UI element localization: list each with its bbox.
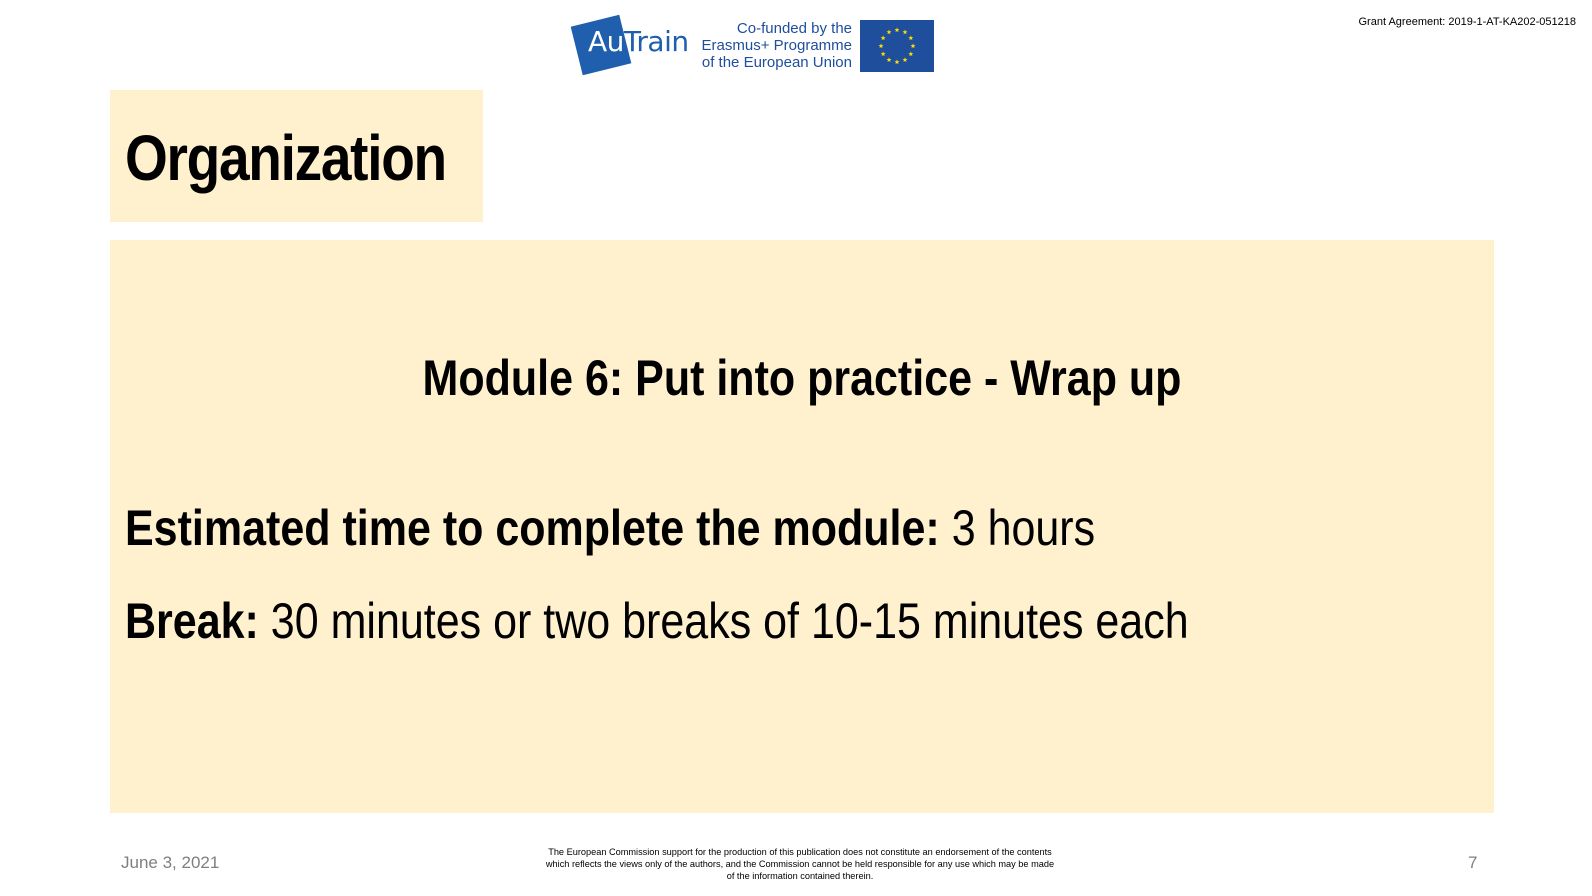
eu-star-icon	[911, 43, 916, 48]
slide-title: Organization	[125, 122, 446, 194]
autrain-logo-part1: Au	[588, 25, 624, 58]
eu-star-icon	[903, 57, 908, 62]
cofunded-line-2: Erasmus+ Programme	[701, 37, 852, 54]
eu-star-icon	[908, 35, 913, 40]
disclaimer-line-1: The European Commission support for the production of this publication does not constitute an endorsement of the contents	[548, 847, 1052, 857]
autrain-logo-part2: Train	[623, 25, 689, 58]
disclaimer-line-3: of the information contained therein.	[726, 871, 874, 881]
eu-star-icon	[887, 30, 892, 35]
page-number: 7	[1468, 853, 1478, 872]
break-label: Break:	[125, 593, 259, 649]
estimated-time-line	[125, 500, 1096, 556]
module-title: Module 6: Put into practice - Wrap up	[422, 350, 1182, 406]
footer-date: June 3, 2021	[121, 853, 220, 872]
eu-star-icon	[887, 57, 892, 62]
grant-agreement: Grant Agreement: 2019-1-AT-KA202-051218	[1358, 16, 1576, 28]
cofunded-line-1: Co-funded by the	[736, 20, 852, 37]
estimated-time-value: 3 hours	[951, 500, 1096, 556]
slide-title-box	[110, 90, 483, 222]
eu-star-icon	[908, 51, 913, 56]
eu-star-icon	[895, 27, 900, 32]
break-line	[125, 593, 1189, 649]
footer-disclaimer	[520, 846, 1080, 882]
autrain-logo	[576, 16, 689, 78]
eu-star-icon	[879, 43, 884, 48]
eu-star-icon	[903, 30, 908, 35]
cofunded-line-3: of the European Union	[701, 54, 852, 71]
estimated-time-label: Estimated time to complete the module:	[125, 500, 940, 556]
eu-flag-stars	[860, 20, 934, 72]
disclaimer-line-2: which reflects the views only of the authors, and the Commission cannot be held responsible for any use which may be made	[545, 859, 1055, 869]
eu-star-icon	[895, 59, 900, 64]
eu-star-icon	[881, 51, 886, 56]
eu-flag-icon	[860, 20, 934, 72]
content-panel	[110, 240, 1494, 813]
break-value: 30 minutes or two breaks of 10-15 minutes each	[270, 593, 1189, 649]
autrain-logo-text	[588, 25, 689, 58]
erasmus-cofunded-text	[690, 20, 852, 71]
eu-star-icon	[881, 35, 886, 40]
